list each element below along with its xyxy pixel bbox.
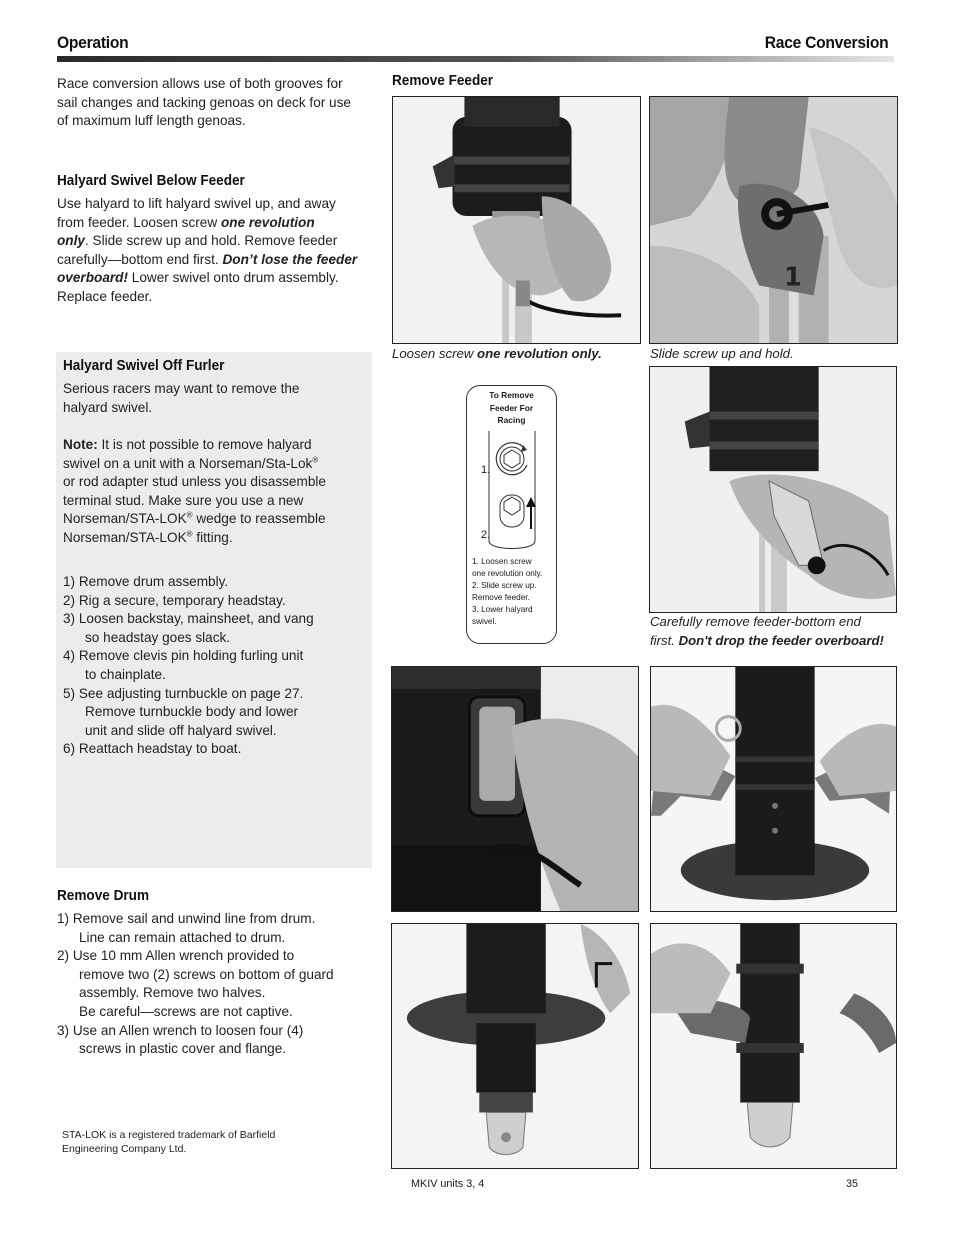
- svg-text:1: 1: [783, 262, 802, 293]
- trademark-footnote: STA-LOK is a registered trademark of Barfield Engineering Company Ltd.: [62, 1129, 276, 1155]
- diagram-steps: 1. Loosen screw one revolution only. 2. Slide screw up. Remove feeder. 3. Lower halyard swivel.: [472, 557, 543, 626]
- swivel-off-steps: [63, 573, 368, 759]
- photo-guard-halves: [650, 666, 897, 912]
- list-item: 4) Remove clevis pin holding furling unit to chainplate.: [63, 648, 304, 682]
- intro-paragraph: Race conversion allows use of both grooves for sail changes and tacking genoas on deck for use of maximum luff length genoas.: [57, 76, 351, 129]
- remove-drum-heading: Remove Drum: [57, 888, 150, 904]
- list-item: 3) Loosen backstay, mainsheet, and vang so headstay goes slack.: [63, 611, 314, 645]
- swivel-off-heading: Halyard Swivel Off Furler: [63, 358, 225, 374]
- header-rule: [57, 56, 894, 62]
- section-title: Operation: [57, 33, 129, 52]
- caption-slide-screw: Slide screw up and hold.: [650, 346, 794, 361]
- diagram-title: To Remove Feeder For Racing: [489, 390, 534, 425]
- photo-remove-feeder: [649, 366, 897, 613]
- remove-feeder-heading: Remove Feeder: [392, 73, 494, 89]
- list-item: 1) Remove drum assembly.: [63, 574, 229, 589]
- photo-drum-allen-key: [391, 666, 639, 912]
- list-item: 6) Reattach headstay to boat.: [63, 741, 242, 757]
- list-item: 2) Rig a secure, temporary headstay.: [63, 592, 286, 608]
- list-item: 1) Remove sail and unwind line from drum. Line can remain attached to drum.: [57, 911, 316, 945]
- list-item: 5) See adjusting turnbuckle on page 27. Remove turnbuckle body and lower unit and slide off halyard swivel.: [63, 685, 304, 738]
- swivel-off-note: Note: It is not possible to remove halyard swivel on a unit with a Norseman/Sta-Lok® or rod adapter stud unless you disassemble terminal stud. Make sure you use a new Norseman/STA-LOK® wedge to reassemble Norseman/STA-LOK® fitting.: [63, 437, 326, 545]
- remove-drum-steps: [57, 910, 377, 1059]
- list-item: 3) Use an Allen wrench to loosen four (4) screws in plastic cover and flange.: [57, 1022, 304, 1057]
- swivel-below-paragraph: Use halyard to lift halyard swivel up, and away from feeder. Loosen screw one revolution only. Slide screw up and hold. Remove feeder carefully—bottom end first. Don’t lose the feeder overboard! Lower swivel onto drum assembly. Replace feeder.: [57, 196, 358, 304]
- caption-loosen-screw: Loosen screw one revolution only.: [392, 346, 602, 361]
- page-number: 35: [846, 1178, 859, 1190]
- list-item: 2) Use 10 mm Allen wrench provided to remove two (2) screws on bottom of guard assembly. Remove two halves. Be careful—screws are not captive.: [57, 948, 334, 1019]
- photo-flange-screws: [391, 923, 639, 1169]
- photo-slide-screw: [649, 96, 898, 344]
- feeder-removal-diagram: To Remove Feeder For Racing 1. 2. 1. Loosen screw one revolution only. 2. Slide screw up. Remove feeder. 3. Lower halyard swivel.: [466, 385, 557, 644]
- photo-loosen-screw: [392, 96, 641, 344]
- swivel-off-intro: Serious racers may want to remove the halyard swivel.: [63, 381, 300, 415]
- footer-units: MKIV units 3, 4: [411, 1178, 485, 1190]
- page-title: Race Conversion: [764, 33, 888, 52]
- photo-drum-removed: [650, 923, 897, 1169]
- swivel-below-heading: Halyard Swivel Below Feeder: [57, 173, 245, 189]
- caption-remove-feeder: Carefully remove feeder-bottom end first. Don't drop the feeder overboard!: [650, 614, 884, 648]
